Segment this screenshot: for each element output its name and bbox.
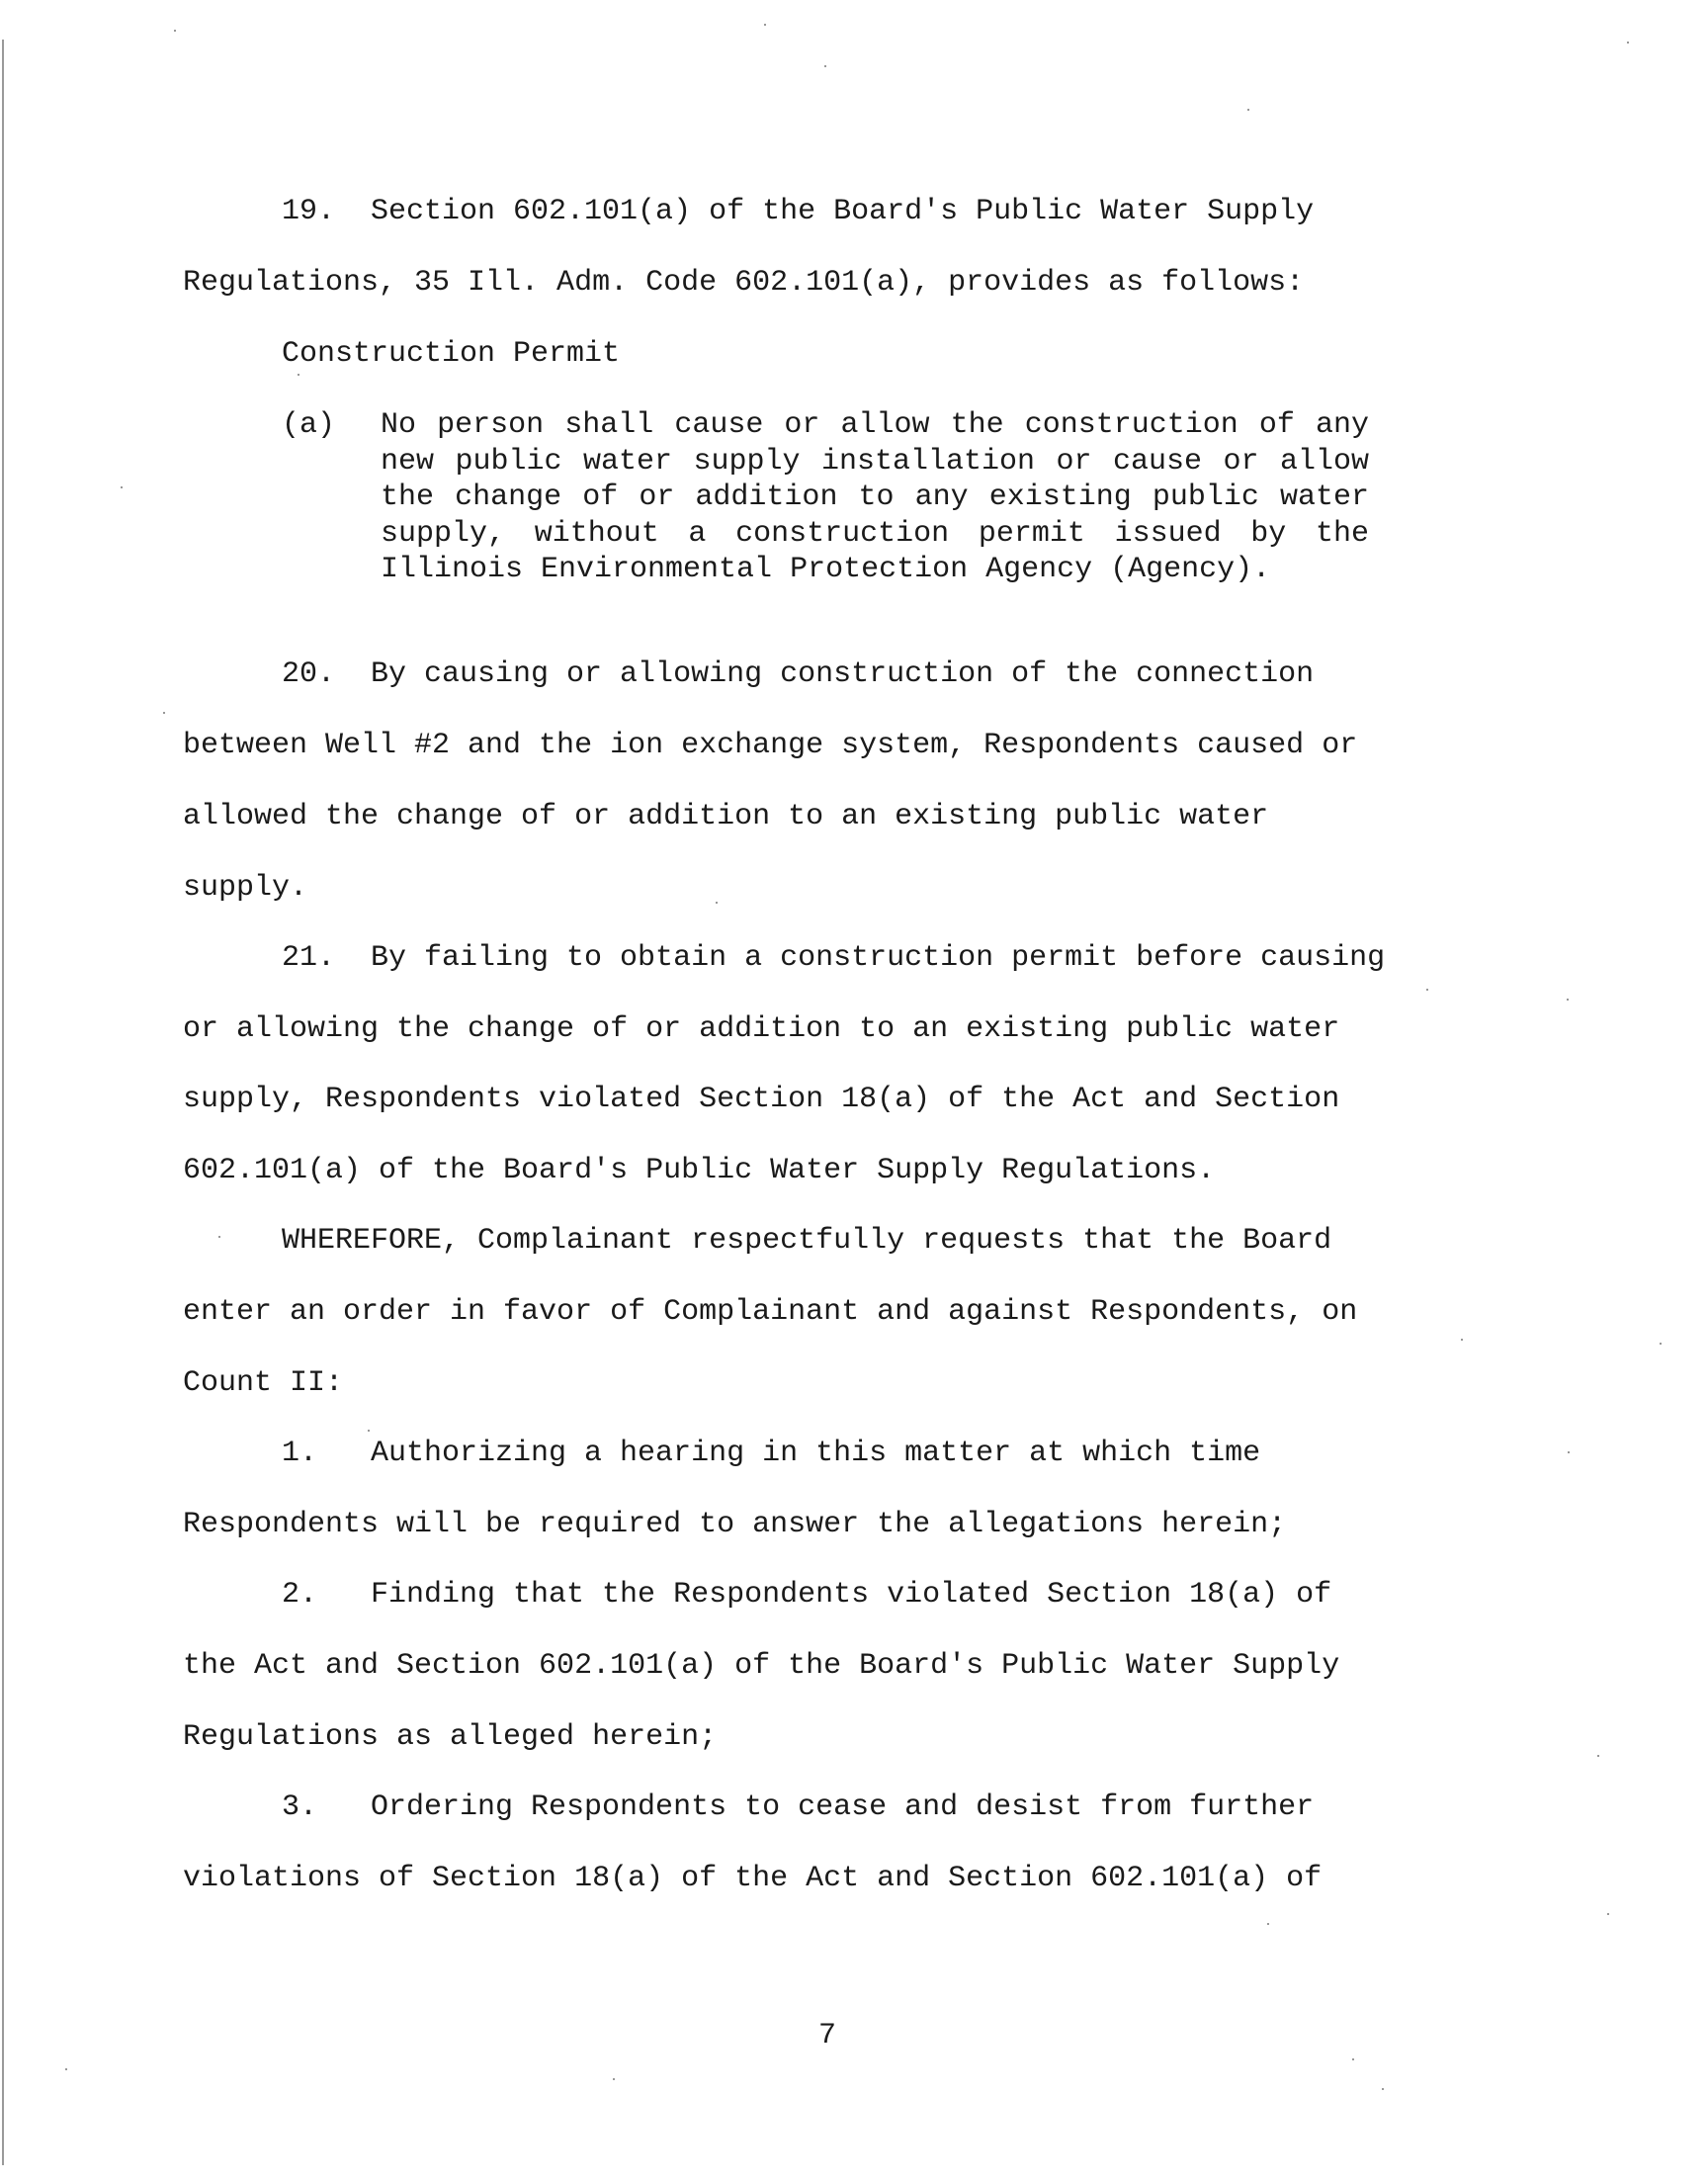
- item-1-line-1: 1. Authorizing a hearing in this matter at which time: [282, 1437, 1261, 1470]
- item-2-line-3: Regulations as alleged herein;: [183, 1720, 718, 1754]
- scan-speck: [1597, 1755, 1599, 1757]
- paragraph-19-line-1: 19. Section 602.101(a) of the Board's Public Water Supply: [282, 195, 1315, 228]
- paragraph-21-line-3: supply, Respondents violated Section 18(a) of the Act and Section: [183, 1083, 1340, 1116]
- scan-speck: [716, 902, 718, 904]
- scan-speck: [1461, 1339, 1463, 1341]
- scan-speck: [163, 712, 165, 714]
- page-number: 7: [818, 2019, 837, 2052]
- scan-speck: [368, 1430, 370, 1432]
- item-1-line-2: Respondents will be required to answer the allegations herein;: [183, 1508, 1287, 1541]
- paragraph-21-line-2: or allowing the change of or addition to an existing public water: [183, 1012, 1340, 1046]
- paragraph-20-line-3: allowed the change of or addition to an existing public water: [183, 800, 1269, 833]
- scan-speck: [298, 374, 299, 376]
- item-2-line-1: 2. Finding that the Respondents violated Section 18(a) of: [282, 1578, 1332, 1612]
- scan-speck: [1567, 999, 1569, 1001]
- paragraph-19-line-2: Regulations, 35 Ill. Adm. Code 602.101(a), provides as follows:: [183, 266, 1305, 300]
- wherefore-line-3: Count II:: [183, 1366, 344, 1400]
- scan-speck: [121, 486, 123, 488]
- scan-speck: [824, 65, 826, 67]
- scan-speck: [764, 24, 766, 26]
- scan-speck: [174, 30, 176, 32]
- item-3-line-2: violations of Section 18(a) of the Act and Section 602.101(a) of: [183, 1862, 1323, 1895]
- scan-speck: [1382, 2088, 1384, 2090]
- scan-speck: [613, 2078, 615, 2080]
- wherefore-line-2: enter an order in favor of Complainant and against Respondents, on: [183, 1295, 1358, 1329]
- quote-label: (a): [282, 408, 336, 442]
- quote-heading: Construction Permit: [282, 337, 621, 371]
- scan-speck: [1627, 42, 1629, 44]
- paragraph-21-line-4: 602.101(a) of the Board's Public Water Supply Regulations.: [183, 1154, 1216, 1187]
- scan-speck: [1568, 1451, 1570, 1453]
- scan-edge: [2, 40, 4, 2165]
- wherefore-line-1: WHEREFORE, Complainant respectfully requests that the Board: [282, 1224, 1332, 1258]
- paragraph-20-line-2: between Well #2 and the ion exchange system, Respondents caused or: [183, 729, 1358, 762]
- quote-text: No person shall cause or allow the construction of any new public water supply installation or cause or allow the change of or addition to any existing public water supply, without a construction permit issued by the Illinois Environmental Protection Agency (Agency).: [381, 408, 1369, 586]
- scan-speck: [1607, 1913, 1609, 1915]
- scan-speck: [1660, 1343, 1662, 1345]
- item-3-line-1: 3. Ordering Respondents to cease and desist from further: [282, 1790, 1315, 1824]
- scan-speck: [65, 2068, 67, 2070]
- scan-speck: [218, 1236, 220, 1238]
- paragraph-20-line-4: supply.: [183, 871, 308, 905]
- scan-speck: [1352, 2058, 1354, 2060]
- item-2-line-2: the Act and Section 602.101(a) of the Board's Public Water Supply: [183, 1649, 1340, 1683]
- scan-speck: [1267, 1923, 1269, 1925]
- paragraph-21-line-1: 21. By failing to obtain a construction permit before causing: [282, 941, 1386, 975]
- paragraph-20-line-1: 20. By causing or allowing construction of the connection: [282, 657, 1315, 691]
- scan-speck: [1247, 109, 1249, 111]
- scan-speck: [1426, 989, 1428, 991]
